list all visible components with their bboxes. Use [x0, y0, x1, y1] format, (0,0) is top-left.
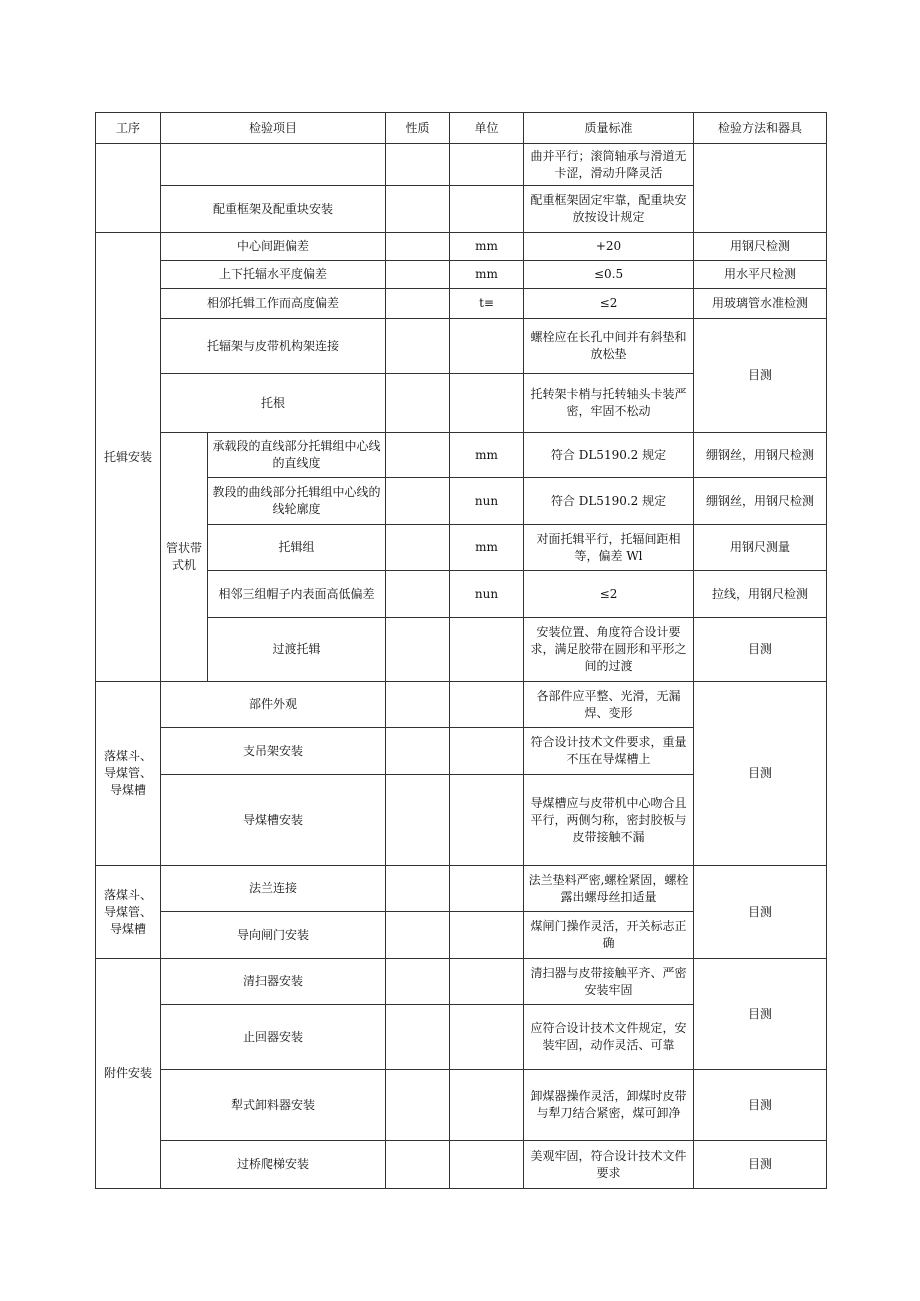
nature-cell: [386, 775, 450, 866]
method-cell: 用玻璃管水准检测: [694, 289, 827, 319]
unit-cell: [450, 959, 524, 1005]
standard-cell: ≤0.5: [524, 261, 694, 289]
nature-cell: [386, 374, 450, 433]
table-row: [96, 1141, 827, 1189]
nature-cell: [386, 289, 450, 319]
method-cell: 目测: [694, 1070, 827, 1141]
item-cell: 相邠托辑工作而高度偏差: [161, 289, 386, 319]
standard-cell: 各部件应平整、光滑，无漏焊、变形: [524, 682, 694, 728]
unit-cell: [450, 866, 524, 912]
standard-cell: 符合 DL5190.2 规定: [524, 433, 694, 478]
nature-cell: [386, 1141, 450, 1189]
unit-cell: [450, 618, 524, 682]
header-item: 检验项目: [161, 113, 386, 144]
nature-cell: [386, 912, 450, 959]
unit-cell: [450, 775, 524, 866]
method-cell: 目测: [694, 959, 827, 1070]
process-cell-empty: [96, 144, 161, 233]
unit-cell: [450, 374, 524, 433]
item-cell: 法兰连接: [161, 866, 386, 912]
unit-cell: [450, 912, 524, 959]
item-cell: 支吊架安装: [161, 728, 386, 775]
standard-cell: 配重框架固定牢靠，配重块安放按设计规定: [524, 186, 694, 233]
item-cell: 上下托辐水平度偏差: [161, 261, 386, 289]
standard-cell: 煤闸门操作灵活，开关标志正确: [524, 912, 694, 959]
method-cell: 目测: [694, 319, 827, 433]
nature-cell: [386, 728, 450, 775]
inspection-table: [95, 112, 827, 1189]
unit-cell: mm: [450, 233, 524, 261]
standard-cell: 托转架卡梢与托转轴头卡装严密，牢固不松动: [524, 374, 694, 433]
unit-cell: mm: [450, 433, 524, 478]
item-cell: 清扫器安装: [161, 959, 386, 1005]
table-row: [96, 261, 827, 289]
unit-cell: [450, 682, 524, 728]
nature-cell: [386, 1070, 450, 1141]
method-cell: 目测: [694, 866, 827, 959]
header-standard: 质量标准: [524, 113, 694, 144]
table-row: [96, 433, 827, 478]
table-row: [96, 866, 827, 912]
item-cell: 托辐架与皮带机构架连接: [161, 319, 386, 374]
header-nature: 性质: [386, 113, 450, 144]
method-cell: 目测: [694, 1141, 827, 1189]
nature-cell: [386, 186, 450, 233]
table-row: [96, 233, 827, 261]
nature-cell: [386, 433, 450, 478]
standard-cell: 符合设计技术文件要求，重量不压在导煤槽上: [524, 728, 694, 775]
item-cell: 犁式卸料器安装: [161, 1070, 386, 1141]
table-row: [96, 1070, 827, 1141]
unit-cell: nun: [450, 571, 524, 618]
method-cell: 绷钢丝，用钢尺检测: [694, 433, 827, 478]
nature-cell: [386, 682, 450, 728]
item-cell: 过渡托辑: [208, 618, 386, 682]
unit-cell: [450, 186, 524, 233]
subgroup-cell: 管状带式机: [161, 433, 208, 682]
table-row: [96, 144, 827, 186]
item-cell: 止回器安装: [161, 1005, 386, 1070]
nature-cell: [386, 571, 450, 618]
method-cell: 绷钢丝，用钢尺检测: [694, 478, 827, 525]
method-cell: 用钢尺测量: [694, 525, 827, 571]
header-process: 工序: [96, 113, 161, 144]
item-cell: 承载段的直线部分托辑组中心线的直线度: [208, 433, 386, 478]
item-cell: 配重框架及配重块安装: [161, 186, 386, 233]
method-cell: 目测: [694, 682, 827, 866]
item-cell: 导煤槽安装: [161, 775, 386, 866]
method-cell: 用钢尺检测: [694, 233, 827, 261]
process-cell: 托辑安装: [96, 233, 161, 682]
item-cell-empty: [161, 144, 386, 186]
item-cell: 托根: [161, 374, 386, 433]
standard-cell: 应符合设计技术文件规定，安装牢固，动作灵活、可靠: [524, 1005, 694, 1070]
standard-cell: +20: [524, 233, 694, 261]
standard-cell: 导煤槽应与皮带机中心吻合且平行，两侧匀称，密封胶板与皮带接触不漏: [524, 775, 694, 866]
item-cell: 过桥爬梯安装: [161, 1141, 386, 1189]
unit-cell: [450, 728, 524, 775]
item-cell: 中心间距偏差: [161, 233, 386, 261]
process-cell: 附件安装: [96, 959, 161, 1189]
unit-cell: nun: [450, 478, 524, 525]
table-row: [96, 289, 827, 319]
unit-cell: [450, 1005, 524, 1070]
nature-cell: [386, 525, 450, 571]
standard-cell: 对面托辑平行，托辐间距相等，偏差 Wl: [524, 525, 694, 571]
item-cell: 教段的曲线部分托辑组中心线的线轮廓度: [208, 478, 386, 525]
method-cell: 拉线，用钢尺检测: [694, 571, 827, 618]
unit-cell: [450, 144, 524, 186]
table-row: [96, 682, 827, 728]
item-cell: 导向闸门安装: [161, 912, 386, 959]
nature-cell: [386, 144, 450, 186]
method-cell: 用水平尺检测: [694, 261, 827, 289]
item-cell: 托辑组: [208, 525, 386, 571]
nature-cell: [386, 1005, 450, 1070]
header-method: 检验方法和器具: [694, 113, 827, 144]
nature-cell: [386, 866, 450, 912]
nature-cell: [386, 319, 450, 374]
header-unit: 单位: [450, 113, 524, 144]
unit-cell: [450, 1070, 524, 1141]
standard-cell: 螺栓应在长孔中间并有斜垫和放松垫: [524, 319, 694, 374]
nature-cell: [386, 261, 450, 289]
nature-cell: [386, 478, 450, 525]
standard-cell: 美观牢固，符合设计技术文件要求: [524, 1141, 694, 1189]
nature-cell: [386, 618, 450, 682]
unit-cell: mm: [450, 261, 524, 289]
item-cell: 相邻三组帽子内表面高低偏差: [208, 571, 386, 618]
standard-cell: 安装位置、角度符合设计要求，满足胶带在圆形和平形之间的过渡: [524, 618, 694, 682]
header-row: [96, 113, 827, 144]
nature-cell: [386, 233, 450, 261]
table-row: [96, 319, 827, 374]
standard-cell: 卸煤器操作灵活，卸煤时皮带与犁刀结合紧密，煤可卸净: [524, 1070, 694, 1141]
table-row: [96, 959, 827, 1005]
method-cell-empty: [694, 144, 827, 233]
standard-cell: 曲并平行；滚筒轴承与滑道无卡涩，滑动升降灵活: [524, 144, 694, 186]
standard-cell: 符合 DL5190.2 规定: [524, 478, 694, 525]
unit-cell: [450, 319, 524, 374]
unit-cell: [450, 1141, 524, 1189]
standard-cell: 法兰垫料严密,螺栓紧固，螺栓露出螺母丝扣适量: [524, 866, 694, 912]
unit-cell: mm: [450, 525, 524, 571]
standard-cell: ≤2: [524, 289, 694, 319]
process-cell: 落煤斗、导煤管、导煤槽: [96, 866, 161, 959]
method-cell: 目测: [694, 618, 827, 682]
process-cell: 落煤斗、导煤管、导煤槽: [96, 682, 161, 866]
standard-cell: 清扫器与皮带接触平齐、严密安装牢固: [524, 959, 694, 1005]
standard-cell: ≤2: [524, 571, 694, 618]
unit-cell: t≡: [450, 289, 524, 319]
nature-cell: [386, 959, 450, 1005]
item-cell: 部件外观: [161, 682, 386, 728]
